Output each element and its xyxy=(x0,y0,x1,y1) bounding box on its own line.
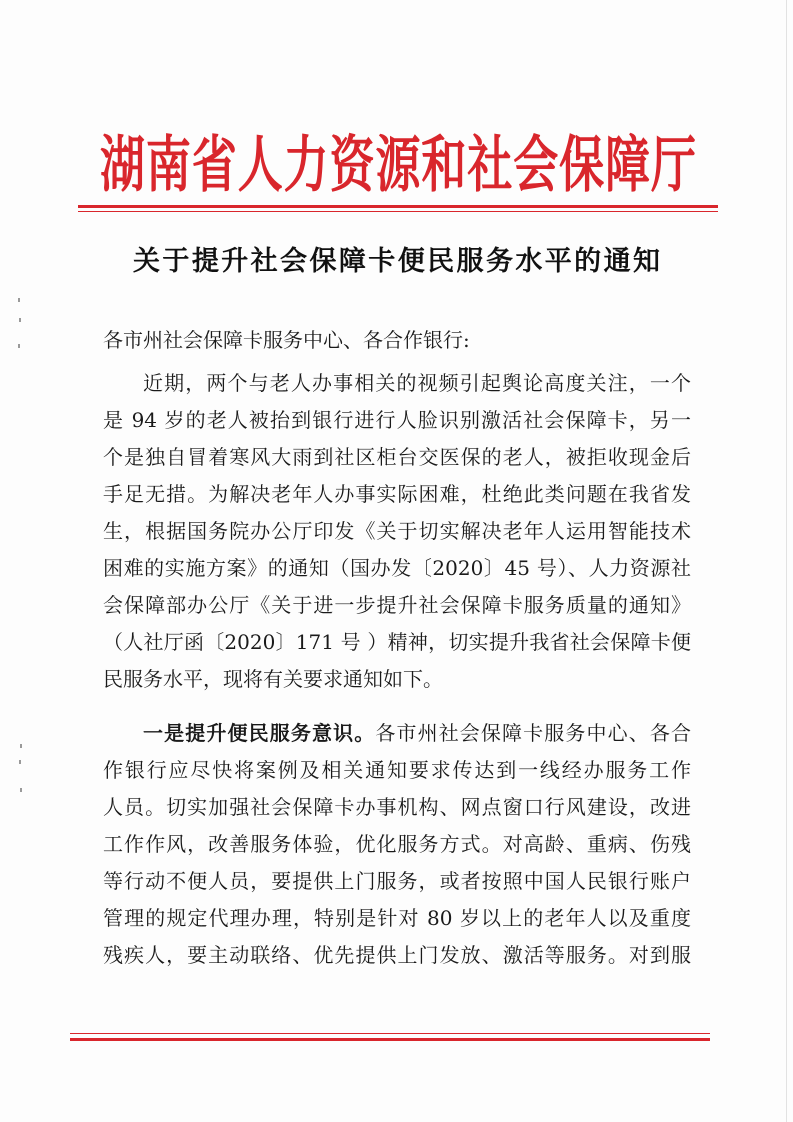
text-line: 人员。切实加强社会保障卡办事机构、网点窗口行风建设，改进 xyxy=(103,795,691,819)
text-line: 困难的实施方案》的通知（国办发〔2020〕45 号）、人力资源社 xyxy=(103,556,691,580)
text-line: 会保障部办公厅《关于进一步提升社会保障卡服务质量的通知》 xyxy=(103,593,691,617)
scan-artifact xyxy=(20,788,22,792)
text-line: 等行动不便人员，要提供上门服务，或者按照中国人民银行账户 xyxy=(103,869,691,893)
section-lead-heading: 一是提升便民服务意识。 xyxy=(143,721,376,745)
document-title: 关于提升社会保障卡便民服务水平的通知 xyxy=(133,246,660,277)
footer-rule-thick xyxy=(70,1038,710,1041)
text-line: 残疾人，要主动联络、优先提供上门发放、激活等服务。对到服 xyxy=(103,943,691,967)
scan-edge xyxy=(786,0,787,1122)
text-line: 工作作风，改善服务体验，优化服务方式。对高龄、重病、伤残 xyxy=(103,832,691,856)
scan-artifact xyxy=(18,298,20,302)
agency-letterhead: 湖南省人力资源和社会保障厅 xyxy=(100,128,696,201)
letterhead-rule-thin xyxy=(78,211,718,212)
text-line: （人社厅函〔2020〕171 号 ）精神，切实提升我省社会保障卡便 xyxy=(103,630,691,654)
text-line: 民服务水平，现将有关要求通知如下。 xyxy=(103,667,443,691)
scan-artifact xyxy=(18,344,20,348)
text-line: 个是独自冒着寒风大雨到社区柜台交医保的老人，被拒收现金后 xyxy=(103,445,691,469)
text-line: 近期，两个与老人办事相关的视频引起舆论高度关注，一个 xyxy=(143,371,691,395)
section-lead-text: 各市州社会保障卡服务中心、各合 xyxy=(375,721,691,745)
paragraph-service-awareness xyxy=(103,715,691,974)
text-line: 生，根据国务院办公厅印发《关于切实解决老年人运用智能技术 xyxy=(103,519,691,543)
text-line: 是 94 岁的老人被抬到银行进行人脸识别激活社会保障卡，另一 xyxy=(103,408,691,432)
paragraph-intro xyxy=(103,365,691,698)
scan-artifact xyxy=(19,318,21,322)
salutation: 各市州社会保障卡服务中心、各合作银行: xyxy=(103,328,470,352)
text-line: 管理的规定代理办理，特别是针对 80 岁以上的老年人以及重度 xyxy=(103,906,691,930)
document-body xyxy=(103,322,691,974)
scan-artifact xyxy=(20,744,22,748)
text-line: 作银行应尽快将案例及相关通知要求传达到一线经办服务工作 xyxy=(103,758,691,782)
text-line: 手足无措。为解决老年人办事实际困难，杜绝此类问题在我省发 xyxy=(103,482,691,506)
text-line xyxy=(103,715,691,752)
letterhead-rule-thick xyxy=(78,205,718,208)
footer-rule-thin xyxy=(70,1033,710,1034)
scan-artifact xyxy=(19,760,21,764)
